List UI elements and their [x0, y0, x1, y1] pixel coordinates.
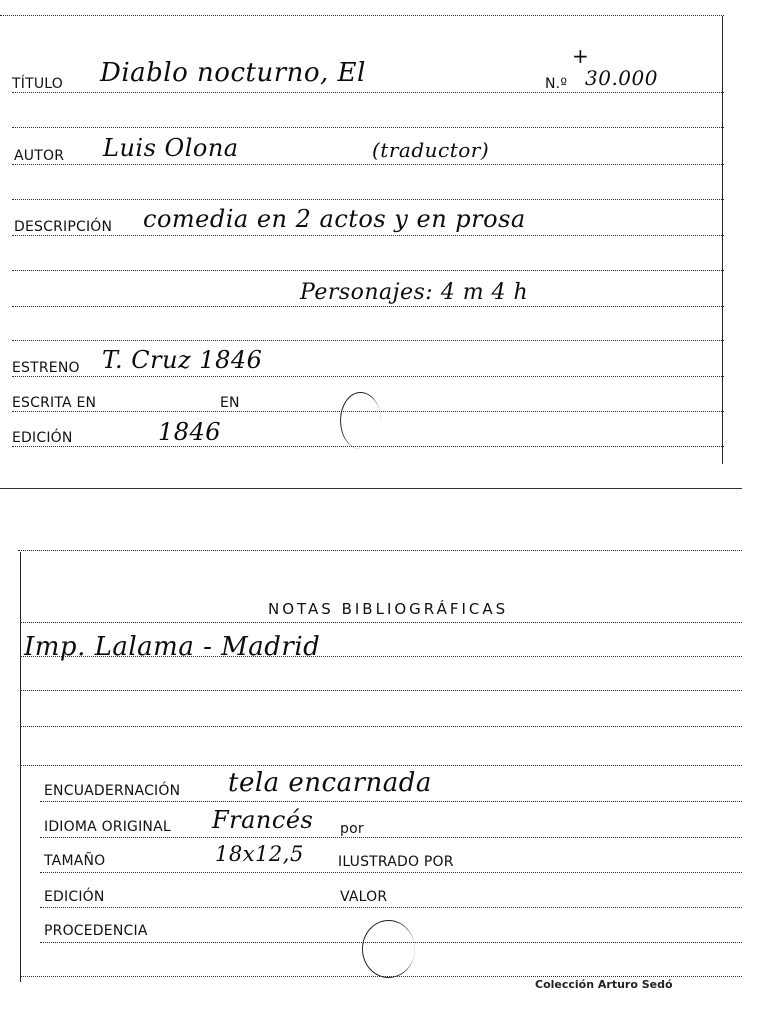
notas-rule-5 [20, 765, 742, 766]
encuadernacion-label: ENCUADERNACIÓN [44, 783, 181, 799]
spacer-rule-3 [12, 270, 724, 271]
ilustrado-label: ILUSTRADO POR [338, 854, 454, 870]
personajes-rule [12, 306, 724, 307]
numero-label: N.º [545, 76, 568, 92]
titulo-rule [12, 92, 724, 93]
descripcion-value: comedia en 2 actos y en prosa [143, 205, 526, 233]
card-bottom-left-border [20, 552, 21, 982]
idioma-value: Francés [212, 806, 314, 834]
notas-heading: NOTAS BIBLIOGRÁFICAS [268, 600, 509, 618]
spacer-rule-2 [12, 199, 724, 200]
spacer-rule-1 [12, 127, 724, 128]
autor-rule [12, 164, 724, 165]
spacer-rule-4 [12, 340, 724, 341]
edicion-value: 1846 [158, 418, 222, 446]
nota-1-value: Imp. Lalama - Madrid [24, 632, 321, 662]
tamano-value: 18x12,5 [215, 842, 304, 866]
notas-rule-4 [20, 726, 742, 727]
notas-rule-3 [20, 690, 742, 691]
idioma-label: IDIOMA ORIGINAL [44, 819, 171, 835]
notas-rule-2 [20, 656, 742, 657]
encuadernacion-rule [40, 801, 742, 802]
edicion-b-label: EDICIÓN [44, 889, 105, 905]
descripcion-rule [12, 235, 724, 236]
card-top-bottom-edge [0, 488, 742, 489]
idioma-rule [40, 837, 742, 838]
notas-rule-1 [20, 622, 742, 623]
titulo-value: Diablo nocturno, El [100, 58, 366, 88]
escrita-label: ESCRITA EN [12, 395, 97, 411]
card-top-top-border [0, 15, 724, 16]
autor-label: AUTOR [14, 148, 65, 164]
card-bottom-last-rule [20, 976, 742, 977]
catalog-card-bottom [0, 500, 759, 1028]
tamano-rule [40, 872, 742, 873]
card-bottom-top-border [18, 550, 742, 551]
autor-note: (traductor) [372, 138, 490, 162]
personajes-value: Personajes: 4 m 4 h [300, 280, 529, 305]
estreno-value: T. Cruz 1846 [102, 346, 263, 374]
edicion-label: EDICIÓN [12, 430, 73, 446]
descripcion-label: DESCRIPCIÓN [14, 219, 113, 235]
numero-mark: + [572, 44, 589, 68]
por-label: por [340, 821, 364, 837]
valor-label: VALOR [340, 889, 388, 905]
edicion-b-rule [40, 907, 742, 908]
coleccion-footer: Colección Arturo Sedó [535, 978, 673, 991]
procedencia-label: PROCEDENCIA [44, 923, 148, 939]
en-label: EN [220, 395, 240, 411]
estreno-label: ESTRENO [12, 360, 80, 376]
catalog-card-top [0, 0, 759, 490]
estreno-rule [12, 376, 724, 377]
encuadernacion-value: tela encarnada [228, 768, 432, 798]
titulo-label: TÍTULO [12, 76, 63, 92]
numero-value: 30.000 [585, 66, 658, 90]
tamano-label: TAMAÑO [44, 853, 106, 869]
card-top-right-border [722, 16, 723, 464]
autor-value: Luis Olona [103, 134, 239, 162]
punch-hole-mark [340, 392, 381, 449]
punch-hole-mark-2 [362, 920, 415, 978]
